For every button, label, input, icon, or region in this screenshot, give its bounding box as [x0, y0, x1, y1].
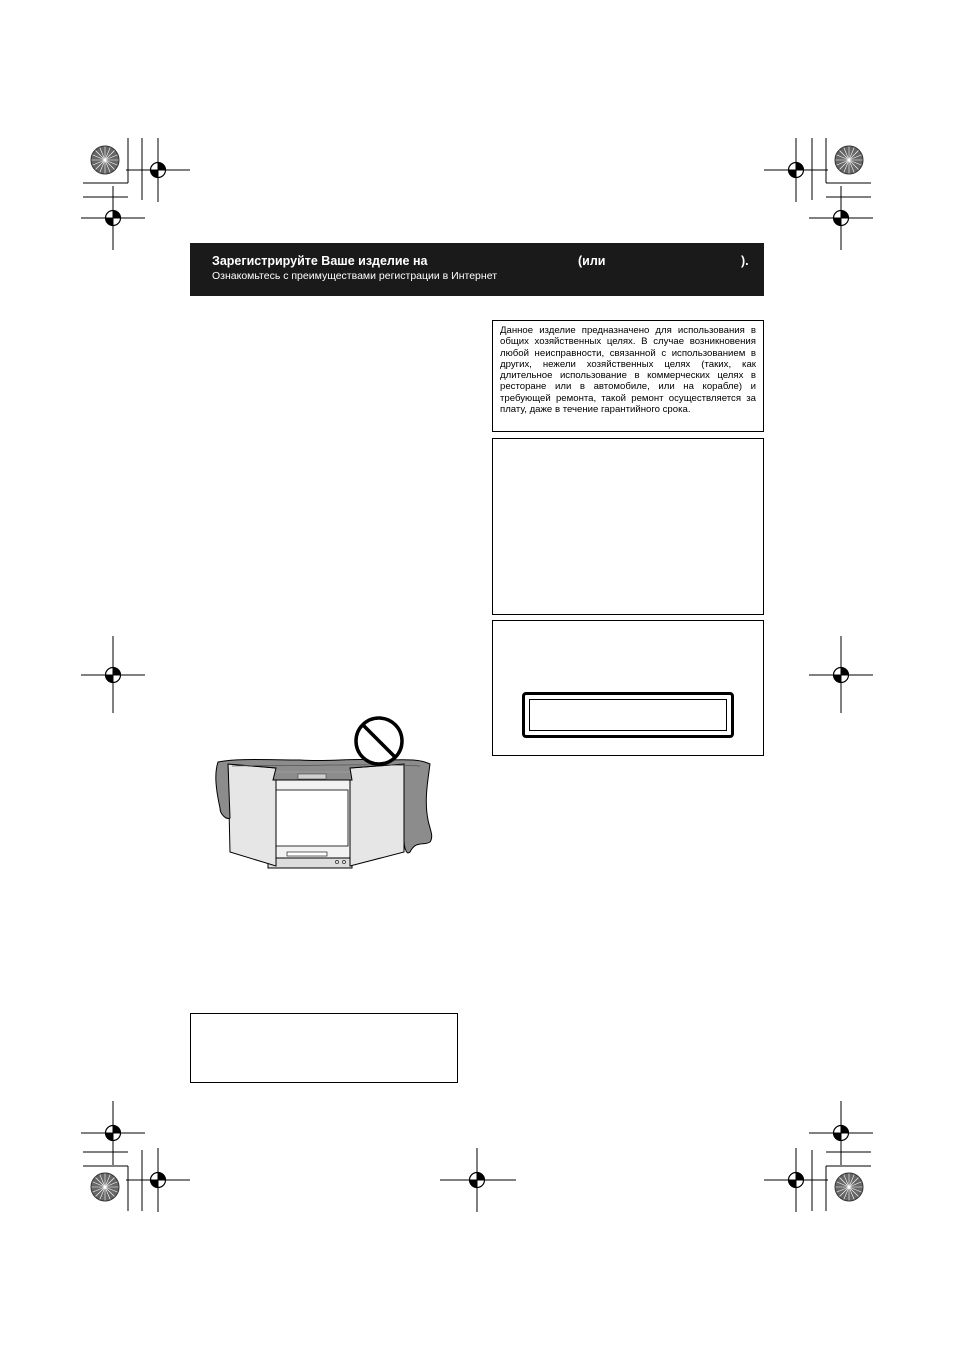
banner-line-1-mid: (или [578, 254, 606, 268]
notice-text: Данное изделие предназначено для использования в общих хозяйственных целях. В случае возникновения любой неисправности, связанной с использованием в других, нежели хозяйственных целях (таких, как длительное использование в коммерческих целях в ресторане или в автомобиле, или на корабле) и требующей ремонта, такой ремонт осуществляется за плату, даже в течение гарантийного срока. [500, 325, 756, 416]
prohibited-icon [356, 718, 402, 764]
banner-line-1: Зарегистрируйте Ваше изделие на [212, 254, 428, 268]
caution-box [190, 1013, 458, 1083]
banner-line-2: Ознакомьтесь с преимуществами регистрации в Интернет [212, 270, 497, 282]
banner-line-1-end: ). [741, 254, 749, 268]
